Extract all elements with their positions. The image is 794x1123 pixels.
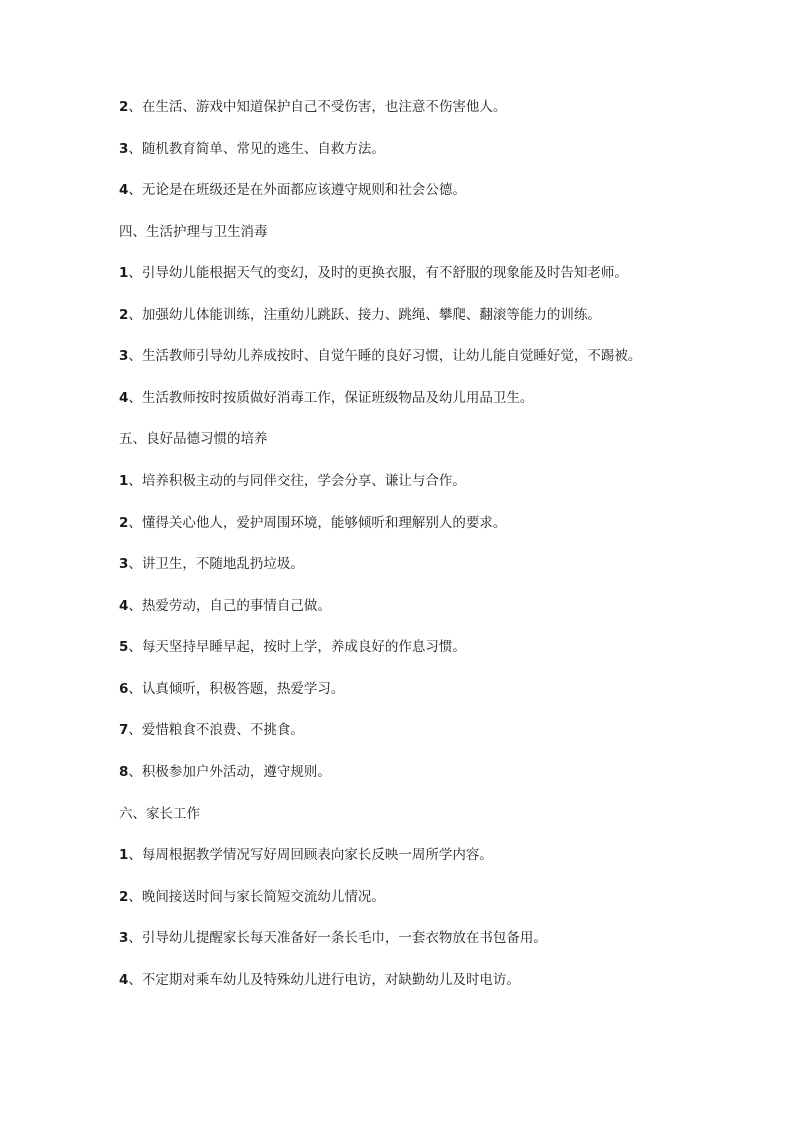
list-item: 6、认真倾听，积极答题，热爱学习。 xyxy=(119,681,345,697)
list-item: 4、热爱劳动，自己的事情自己做。 xyxy=(119,598,331,614)
list-item: 4、无论是在班级还是在外面都应该遵守规则和社会公德。 xyxy=(119,182,466,198)
list-item: 3、生活教师引导幼儿养成按时、自觉午睡的良好习惯，让幼儿能自觉睡好觉，不踢被。 xyxy=(119,348,642,364)
list-item: 1、每周根据教学情况写好周回顾表向家长反映一周所学内容。 xyxy=(119,847,493,863)
list-item: 3、随机教育简单、常见的逃生、自救方法。 xyxy=(119,141,385,157)
section-heading: 六、家长工作 xyxy=(119,806,200,822)
list-item: 7、爱惜粮食不浪费、不挑食。 xyxy=(119,722,304,738)
list-item: 2、在生活、游戏中知道保护自己不受伤害，也注意不伤害他人。 xyxy=(119,99,507,115)
section-heading: 五、良好品德习惯的培养 xyxy=(119,431,268,447)
list-item: 4、不定期对乘车幼儿及特殊幼儿进行电访，对缺勤幼儿及时电访。 xyxy=(119,972,520,988)
list-item: 8、积极参加户外活动，遵守规则。 xyxy=(119,764,331,780)
list-item: 3、引导幼儿提醒家长每天准备好一条长毛巾，一套衣物放在书包备用。 xyxy=(119,930,547,946)
list-item: 2、晚间接送时间与家长简短交流幼儿情况。 xyxy=(119,889,385,905)
list-item: 3、讲卫生，不随地乱扔垃圾。 xyxy=(119,556,304,572)
list-item: 5、每天坚持早睡早起，按时上学，养成良好的作息习惯。 xyxy=(119,639,466,655)
list-item: 2、懂得关心他人，爱护周围环境，能够倾听和理解别人的要求。 xyxy=(119,515,507,531)
list-item: 1、引导幼儿能根据天气的变幻，及时的更换衣服，有不舒服的现象能及时告知老师。 xyxy=(119,265,628,281)
list-item: 4、生活教师按时按质做好消毒工作，保证班级物品及幼儿用品卫生。 xyxy=(119,390,534,406)
list-item: 2、加强幼儿体能训练，注重幼儿跳跃、接力、跳绳、攀爬、翻滚等能力的训练。 xyxy=(119,307,601,323)
list-item: 1、培养积极主动的与同伴交往，学会分享、谦让与合作。 xyxy=(119,473,466,489)
section-heading: 四、生活护理与卫生消毒 xyxy=(119,224,268,240)
